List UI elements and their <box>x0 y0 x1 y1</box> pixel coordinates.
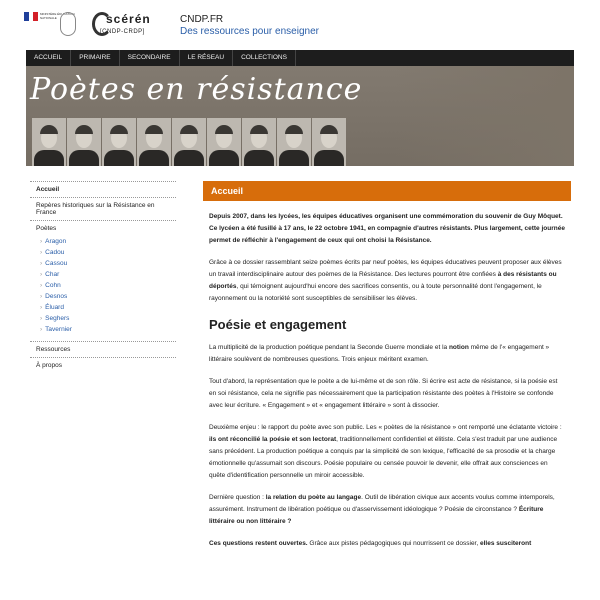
page-title: Accueil <box>203 181 571 201</box>
poet-portrait <box>32 118 66 166</box>
site-name-link[interactable]: CNDP.FR <box>180 14 224 25</box>
sidebar-poet-char[interactable]: › Char <box>30 269 176 280</box>
sidebar-poet-cassou[interactable]: › Cassou <box>30 258 176 269</box>
sidebar-item-ressources[interactable]: Ressources <box>30 341 176 357</box>
sidebar-poet-seghers[interactable]: › Seghers <box>30 313 176 324</box>
sidebar-poet-eluard[interactable]: › Éluard <box>30 302 176 313</box>
sidebar-item-apropos[interactable]: À propos <box>30 357 176 373</box>
brand-subtitle: [CNDP-CRDP] <box>100 29 145 35</box>
poet-portrait <box>67 118 101 166</box>
poet-portrait <box>312 118 346 166</box>
sidebar-item-poetes[interactable]: Poètes <box>30 220 176 236</box>
ministry-logo[interactable] <box>24 12 76 38</box>
brand-name: scérén <box>106 12 151 26</box>
sidebar-poet-cadou[interactable]: › Cadou <box>30 247 176 258</box>
nav-collections[interactable]: COLLECTIONS <box>233 50 296 66</box>
main-content <box>203 181 571 550</box>
nav-primaire[interactable]: PRIMAIRE <box>71 50 119 66</box>
sidebar-poet-desnos[interactable]: › Desnos <box>30 291 176 302</box>
poet-portrait <box>242 118 276 166</box>
section-heading: Poésie et engagement <box>209 317 347 332</box>
poet-portrait <box>172 118 206 166</box>
poet-portrait <box>207 118 241 166</box>
banner-title: Poètes en résistance <box>30 72 363 107</box>
paragraph: Ces questions restent ouvertes. Grâce aux pistes pédagogiques qui nourrissent ce dossier, elles susciteront <box>209 540 532 547</box>
banner <box>26 66 574 166</box>
sceren-logo[interactable] <box>92 12 152 40</box>
paragraph: Tout d'abord, la représentation que le poète a de lui-même et de son rôle. Si écrire est acte de résistance, si la poésie est en soi résistance, cela ne signifie pas nécessairement que la participation résistante des poètes à l'Histoire se confonde avec leur écriture. « Engagement » et « engagement littéraire » sont à dissocier. <box>209 378 558 409</box>
ministry-label: MINISTÈRE ÉDUCATION NATIONALE <box>40 12 75 20</box>
nav-reseau[interactable]: LE RÉSEAU <box>180 50 234 66</box>
paragraph: Deuxième enjeu : le rapport du poète avec son public. Les « poètes de la résistance » ont remporté une éclatante victoire : ils ont réconcilié la poésie et son lectorat, traditionnellement confidentiel et élitiste. Cela s'est traduit par une audience sans précédent. La production poétique a conquis par la simplicité de son lexique, l'efficacité de sa prosodie et la charge émotionnelle qu'assumait son discours. Poésie populaire ou censée pouvoir le devenir, elle offrait aux consciences en quête d'identification personnelle un miroir accessible. <box>209 424 562 479</box>
poet-portrait <box>137 118 171 166</box>
site-tagline-link[interactable]: Des ressources pour enseigner <box>180 26 319 37</box>
ring-icon <box>60 12 76 36</box>
nav-secondaire[interactable]: SECONDAIRE <box>120 50 180 66</box>
poet-portrait <box>102 118 136 166</box>
paragraph: La multiplicité de la production poétique pendant la Seconde Guerre mondiale et la notion même de l'« engagement » littéraire soulèvent de nombreuses questions. Trois enjeux méritent examen. <box>209 344 550 363</box>
sidebar-item-accueil[interactable]: Accueil <box>30 181 176 197</box>
flag-icon <box>24 12 38 21</box>
portrait-strip <box>32 118 347 166</box>
nav-accueil[interactable]: ACCUEIL <box>26 50 71 66</box>
paragraph: Dernière question : la relation du poète au langage. Outil de libération civique aux accents voulus comme intemporels, assurément. Instrument de libération poétique ou d'asservissement idéologique ? Poésie de circonstance ? Écriture littéraire ou non littéraire ? <box>209 494 555 525</box>
top-nav <box>26 50 574 66</box>
sidebar-poet-tavernier[interactable]: › Tavernier <box>30 324 176 335</box>
header <box>0 0 600 48</box>
sidebar <box>30 181 176 373</box>
poet-portrait <box>277 118 311 166</box>
sidebar-item-reperes[interactable]: Repères historiques sur la Résistance en France <box>30 197 176 220</box>
sidebar-poet-cohn[interactable]: › Cohn <box>30 280 176 291</box>
paragraph: Grâce à ce dossier rassemblant seize poèmes écrits par neuf poètes, les équipes éducatives peuvent proposer aux élèves un travail interdisciplinaire autour des poèmes de la Résistance. Des lectures pourront être confiées à des résistants ou déportés, qui témoignent aujourd'hui encore des sacrifices consentis, ou à toute personnalité dont l'engagement, le rayonnement ou la notoriété sont susceptibles de sensibiliser les élèves. <box>209 259 562 302</box>
intro-paragraph: Depuis 2007, dans les lycées, les équipes éducatives organisent une commémoration du souvenir de Guy Môquet. Ce lycéen a été fusillé à 17 ans, le 22 octobre 1941, en compagnie d'autres résistants. Plus largement, cette journée permet de réfléchir à l'engagement de ceux qui ont choisi la Résistance. <box>209 213 565 244</box>
sidebar-poet-aragon[interactable]: › Aragon <box>30 236 176 247</box>
